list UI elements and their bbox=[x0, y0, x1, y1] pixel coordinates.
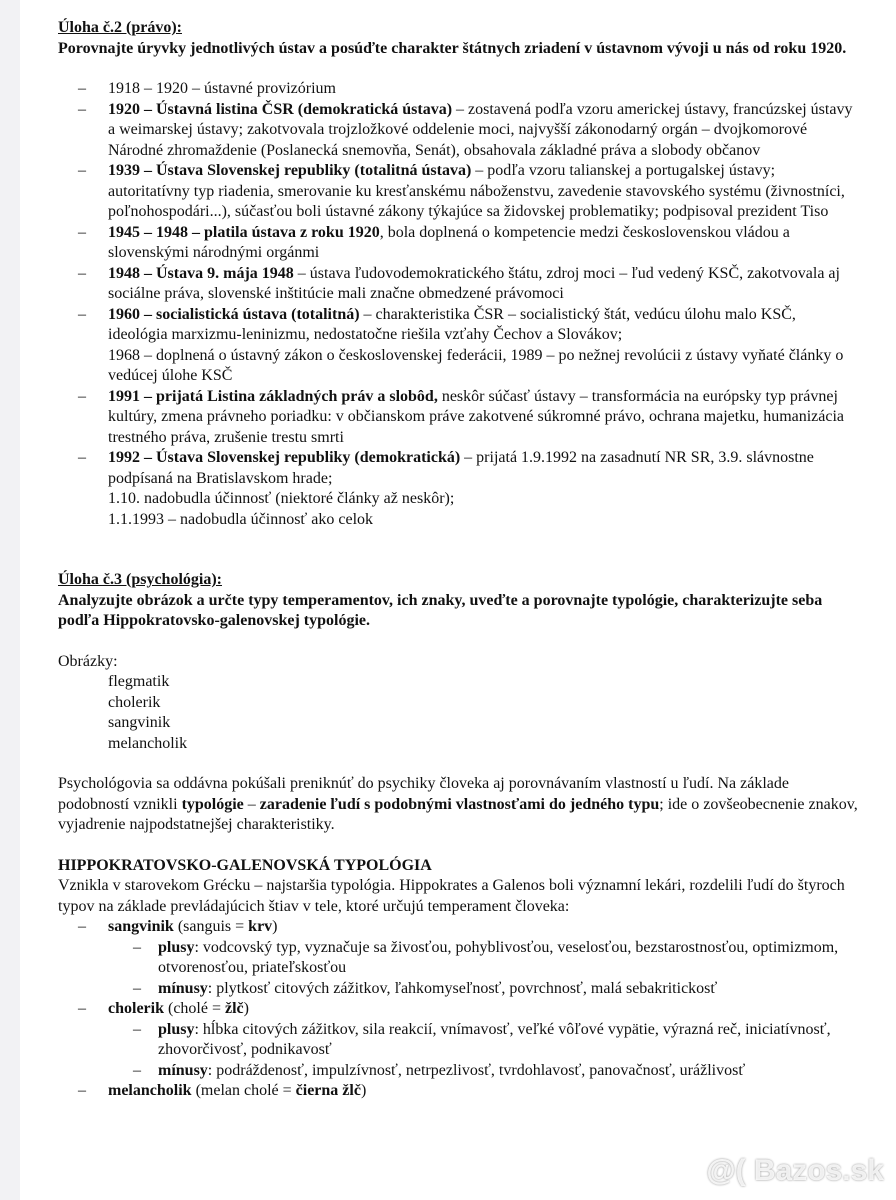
constitution-item-1945 bbox=[58, 223, 858, 264]
pictures-label: Obrázky: bbox=[58, 652, 118, 670]
constitution-item-1948 bbox=[58, 264, 858, 305]
picture-item: melancholik bbox=[108, 734, 188, 752]
picture-item: flegmatik bbox=[108, 673, 170, 690]
temperament-paren: ) bbox=[243, 1000, 249, 1017]
task2-question: Porovnajte úryvky jednotlivých ústav a posúďte charakter štátnych zriadení v ústavnom vývoji u nás od roku 1920. bbox=[58, 39, 847, 57]
constitution-item-1991 bbox=[58, 387, 858, 449]
item-text: – prijatá 1.9.1992 na zasadnutí NR SR, 3.9. slávnostne podpísaná na Bratislavskom hrade; bbox=[108, 449, 814, 487]
traits-label: plusy bbox=[158, 1020, 195, 1038]
typology-paragraph bbox=[58, 774, 858, 836]
temperament-melancholik bbox=[58, 1081, 858, 1102]
typology-intro: Vznikla v starovekom Grécku – najstaršia typológia. Hippokrates a Galenos boli významní lekári, rozdelili ľudí do štyroch typov na základe prevládajúcich štiav v tele, ktoré určujú temperament človeka: bbox=[58, 877, 845, 915]
task3-question: Analyzujte obrázok a určte typy temperamentov, ich znaky, uveďte a porovnajte typológie, charakterizujte seba podľa Hippokratovsko-galenovskej typológie. bbox=[58, 591, 823, 629]
temperament-traits bbox=[108, 1020, 858, 1082]
item-text: – charakteristika ČSR – socialistický štát, vedúcu úlohu malo KSČ, ideológia marxizmu-leninizmu, nedostatočne riešila vzťahy Čechov a Slovákov; bbox=[108, 305, 796, 343]
constitution-item-1918 bbox=[58, 79, 858, 100]
item-extra2: 1.1.1993 – nadobudla účinnosť ako celok bbox=[108, 510, 374, 528]
temperament-traits bbox=[108, 938, 858, 1000]
item-bold: 1991 – prijatá Listina základných práv a slobôd, bbox=[108, 387, 438, 405]
item-bold: 1992 – Ústava Slovenskej republiky (demokratická) bbox=[108, 449, 461, 466]
traits-plus bbox=[108, 938, 858, 979]
traits-text: : hĺbka citových zážitkov, sila reakcií, vnímavosť, veľké vôľové vypätie, výrazná reč, iniciatívnosť, zhovorčivosť, podnikavosť bbox=[158, 1020, 831, 1058]
traits-text: : vodcovský typ, vyznačuje sa živosťou, pohyblivosťou, veselosťou, bezstarostnosťou, optimizmom, otvorenosťou, priateľskosťou bbox=[158, 938, 839, 976]
item-extra: 1968 – doplnená o ústavný zákon o československej federácii, 1989 – po nežnej revolúcii z ústavy vyňaté články o vedúcej úlohe KSČ bbox=[108, 346, 844, 384]
item-bold: 1920 – Ústavná listina ČSR (demokratická ústava) bbox=[108, 100, 453, 118]
document-content bbox=[58, 18, 858, 1102]
temperament-fluid: žlč bbox=[225, 1000, 244, 1017]
item-bold: 1960 – socialistická ústava (totalitná) bbox=[108, 305, 360, 323]
constitution-item-1960 bbox=[58, 305, 858, 387]
item-bold: 1948 – Ústava 9. mája 1948 bbox=[108, 264, 294, 282]
constitution-item-1939 bbox=[58, 161, 858, 223]
temperament-name: cholerik bbox=[108, 1000, 164, 1017]
item-bold: 1945 – 1948 – platila ústava z roku 1920 bbox=[108, 223, 380, 241]
temperament-name: melancholik bbox=[108, 1082, 192, 1099]
temperament-paren: (melan cholé = bbox=[191, 1082, 296, 1099]
temperament-sangvinik bbox=[58, 917, 858, 999]
paragraph-bold: zaradenie ľudí s podobnými vlastnosťami do jedného typu bbox=[259, 795, 660, 813]
item-text: 1918 – 1920 – ústavné provizórium bbox=[108, 80, 336, 97]
traits-label: mínusy bbox=[158, 1061, 208, 1079]
temperament-paren: ) bbox=[272, 918, 278, 935]
document-page bbox=[20, 0, 896, 1200]
picture-item: sangvinik bbox=[108, 714, 171, 731]
item-text: neskôr súčasť ústavy – transformácia na európsky typ právnej kultúry, zmena právneho poriadku: v občianskom práve zakotvené súkromné právo, ochrana majetku, humanizácia trestného práva, zrušenie trestu smrti bbox=[108, 387, 845, 446]
paragraph-text: ; ide o zovšeobecnenie znakov, vyjadrenie najpodstatnejšej charakteristiky. bbox=[58, 795, 858, 833]
item-extra: 1.10. nadobudla účinnosť (niektoré články až neskôr); bbox=[108, 490, 455, 507]
temperament-name: sangvinik bbox=[108, 918, 174, 935]
picture-item: cholerik bbox=[108, 693, 161, 711]
constitution-list bbox=[58, 79, 858, 530]
task2-heading: Úloha č.2 (právo): bbox=[58, 19, 182, 36]
temperament-paren: ) bbox=[360, 1082, 367, 1099]
temperament-paren: (sanguis = bbox=[173, 918, 249, 935]
typology-title: HIPPOKRATOVSKO-GALENOVSKÁ TYPOLÓGIA bbox=[58, 856, 432, 874]
temperament-fluid: krv bbox=[248, 918, 273, 935]
item-text: , bola doplnená o kompetencie medzi československou vládou a slovenskými národnými orgánmi bbox=[108, 223, 790, 261]
temperament-paren: (cholé = bbox=[164, 1000, 225, 1017]
item-text: – ústava ľudovodemokratického štátu, zdroj moci – ľud vedený KSČ, zakotvovala aj sociálne práva, slovenské inštitúcie mali značne obmedzené právomoci bbox=[108, 264, 840, 302]
constitution-item-1920 bbox=[58, 100, 858, 162]
temperament-fluid: čierna žlč bbox=[295, 1082, 361, 1099]
item-text: – podľa vzoru talianskej a portugalskej ústavy; autoritatívny typ riadenia, smerovanie ku kresťanskému náboženstvu, zavedenie stavovského systému (živnostníci, poľnohospodári...), súčasťou boli ústavné zákony týkajúce sa židovskej problematiky; podpisoval prezident Tiso bbox=[108, 162, 845, 220]
bazos-watermark: @( Bazos.sk bbox=[706, 1154, 884, 1187]
traits-text: : podráždenosť, impulzívnosť, netrpezlivosť, tvrdohlavosť, panovačnosť, urážlivosť bbox=[207, 1061, 746, 1079]
traits-label: plusy bbox=[158, 938, 195, 956]
paragraph-text: – bbox=[243, 795, 260, 813]
pictures-list bbox=[58, 672, 858, 754]
item-bold: 1939 – Ústava Slovenskej republiky (totalitná ústava) bbox=[108, 162, 472, 179]
traits-plus bbox=[108, 1020, 858, 1061]
paragraph-bold: typológie bbox=[181, 795, 244, 813]
item-text: – zostavená podľa vzoru americkej ústavy, francúzskej ústavy a weimarskej ústavy; zakotvovala trojzložkové oddelenie moci, najvyšší zákonodarný orgán – dvojkomorové Národné zhromaždenie (Poslanecká snemovňa, Senát), obsahovala základné práva a slobody občanov bbox=[108, 100, 853, 159]
temperament-cholerik bbox=[58, 999, 858, 1081]
traits-text: : plytkosť citových zážitkov, ľahkomyseľnosť, povrchnosť, malá sebakritickosť bbox=[207, 979, 718, 997]
constitution-item-1992 bbox=[58, 448, 858, 530]
task3-heading: Úloha č.3 (psychológia): bbox=[58, 571, 222, 588]
traits-minus bbox=[108, 979, 858, 1000]
traits-minus bbox=[108, 1061, 858, 1082]
temperament-list bbox=[58, 917, 858, 1102]
traits-label: mínusy bbox=[158, 979, 208, 997]
paragraph-text: Psychológovia sa oddávna pokúšali preniknúť do psychiky človeka aj porovnávaním vlastností u ľudí. Na základe podobností vznikli bbox=[58, 775, 789, 813]
